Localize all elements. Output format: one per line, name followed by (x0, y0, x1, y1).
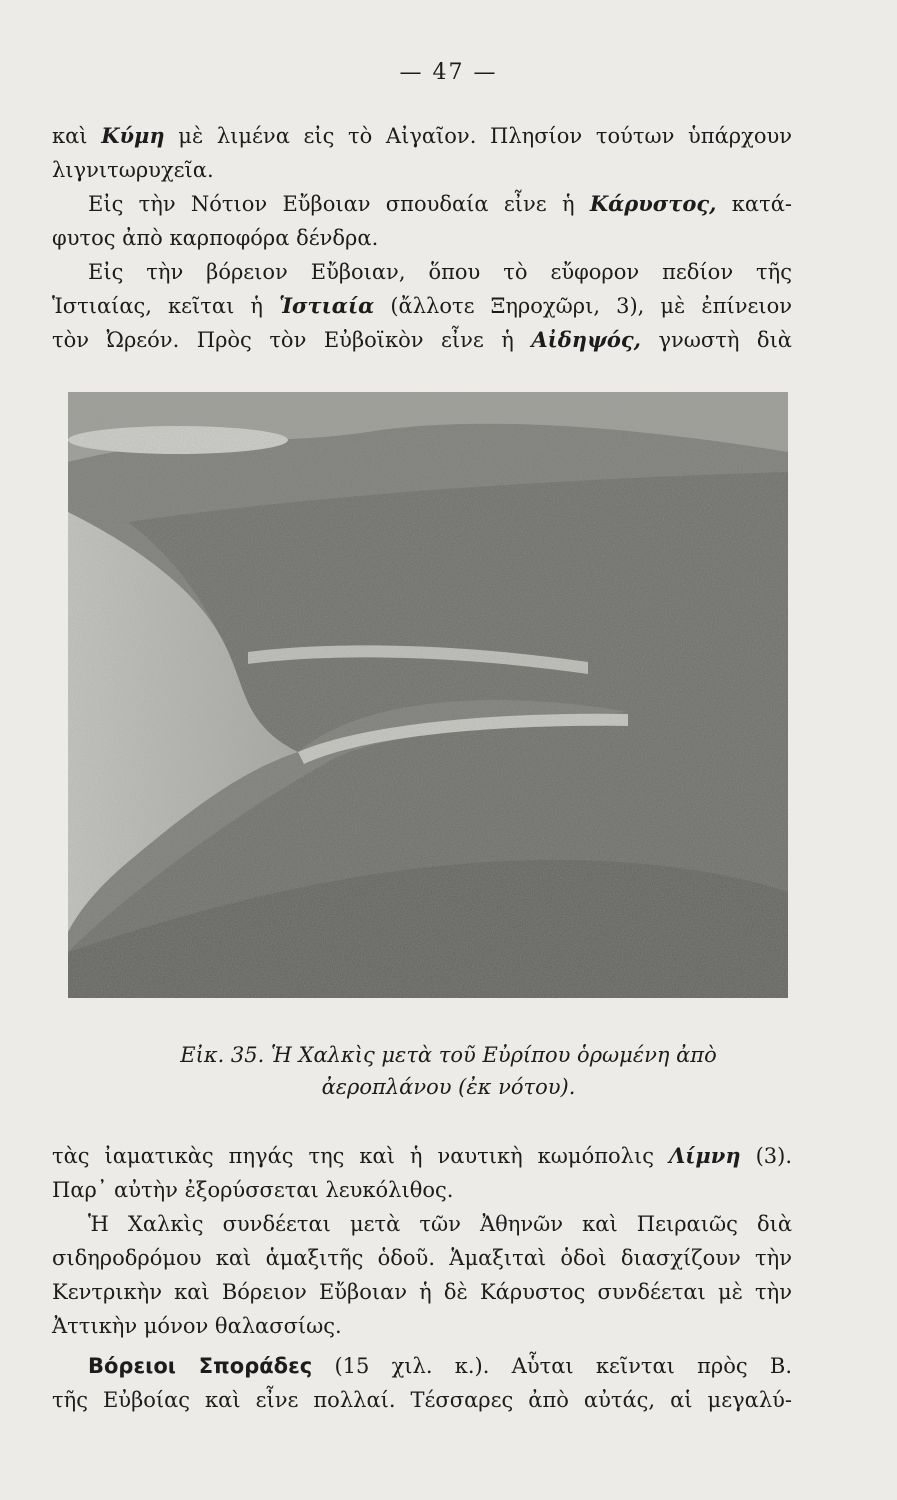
emphasized-place-name: Ἱστιαία (279, 293, 375, 318)
text-segment: Κεντρικὴν καὶ Βόρειον Εὔβοιαν ἡ δὲ Κάρυστος συνδέεται μὲ τὴν (52, 1280, 792, 1304)
text-segment: κατά- (716, 192, 792, 216)
text-segment: τὸν Ὠρεόν. Πρὸς τὸν Εὐβοϊκὸν εἶνε ἡ (52, 328, 532, 352)
text-line (52, 1242, 792, 1274)
text-segment: καὶ (52, 124, 102, 148)
text-segment: Ἀττικὴν μόνον θαλασσίως. (52, 1314, 342, 1338)
text-segment: φυτος ἀπὸ καρποφόρα δένδρα. (52, 226, 379, 250)
text-segment: (ἄλλοτε Ξηροχῶρι, 3), μὲ ἐπίνειον (374, 294, 792, 318)
photo-illustration (68, 392, 788, 998)
text-segment: τῆς Εὐβοίας καὶ εἶνε πολλαί. Τέσσαρες ἀπὸ αὐτάς, αἱ μεγαλύ- (52, 1388, 792, 1412)
text-line (52, 1384, 792, 1416)
text-line (88, 1208, 792, 1240)
figure-caption-line: ἀεροπλάνου (ἐκ νότου). (321, 1075, 576, 1099)
text-line (52, 1174, 453, 1206)
text-line (88, 256, 792, 288)
text-segment: (15 χιλ. κ.). Αὗται κεῖνται πρὸς Β. (312, 1354, 792, 1378)
emphasized-place-name: Κύμη (101, 123, 165, 148)
text-line (52, 1276, 792, 1308)
text-segment: Εἰς τὴν βόρειον Εὔβοιαν, ὅπου τὸ εὔφορον πεδίον τῆς (88, 260, 792, 284)
text-line (52, 290, 792, 322)
aerial-photograph (68, 392, 788, 998)
text-segment: γνωστὴ διὰ (640, 328, 792, 352)
emphasized-place-name: Αἰδηψός, (531, 327, 641, 352)
text-segment: μὲ λιμένα εἰς τὸ Αἰγαῖον. Πλησίον τούτων ὑπάρχουν (164, 124, 792, 148)
emphasized-place-name: Λίμνη (668, 1143, 741, 1168)
figure-caption-line: Εἰκ. 35. Ἡ Χαλκὶς μετὰ τοῦ Εὐρίπου ὁρωμένη ἀπὸ (180, 1043, 717, 1067)
text-line (88, 188, 792, 220)
text-line (52, 222, 378, 254)
text-segment: Εἰς τὴν Νότιον Εὔβοιαν σπουδαία εἶνε ἡ (88, 192, 590, 216)
section-heading: Βόρειοι Σποράδες (88, 1354, 313, 1378)
text-line (52, 120, 792, 152)
text-segment: (3). (740, 1144, 792, 1168)
text-line (52, 154, 214, 186)
text-segment: λιγνιτωρυχεῖα. (52, 158, 214, 182)
text-segment: σιδηροδρόμου καὶ ἁμαξιτῆς ὁδοῦ. Ἁμαξιταὶ ὁδοὶ διασχίζουν τὴν (52, 1246, 792, 1270)
text-segment: Ἡ Χαλκὶς συνδέεται μετὰ τῶν Ἀθηνῶν καὶ Πειραιῶς διὰ (88, 1212, 792, 1236)
text-segment: Παρ᾽ αὐτὴν ἐξορύσσεται λευκόλιθος. (52, 1178, 454, 1202)
text-line (52, 1140, 792, 1172)
text-line (88, 1350, 792, 1382)
text-segment: Ἱστιαίας, κεῖται ἡ (52, 294, 280, 318)
page-number: — 47 — (399, 60, 498, 85)
text-segment: τὰς ἰαματικὰς πηγάς της καὶ ἡ ναυτικὴ κωμόπολις (52, 1144, 669, 1168)
emphasized-place-name: Κάρυστος, (589, 191, 717, 216)
text-line (52, 324, 792, 356)
text-line (52, 1310, 342, 1342)
